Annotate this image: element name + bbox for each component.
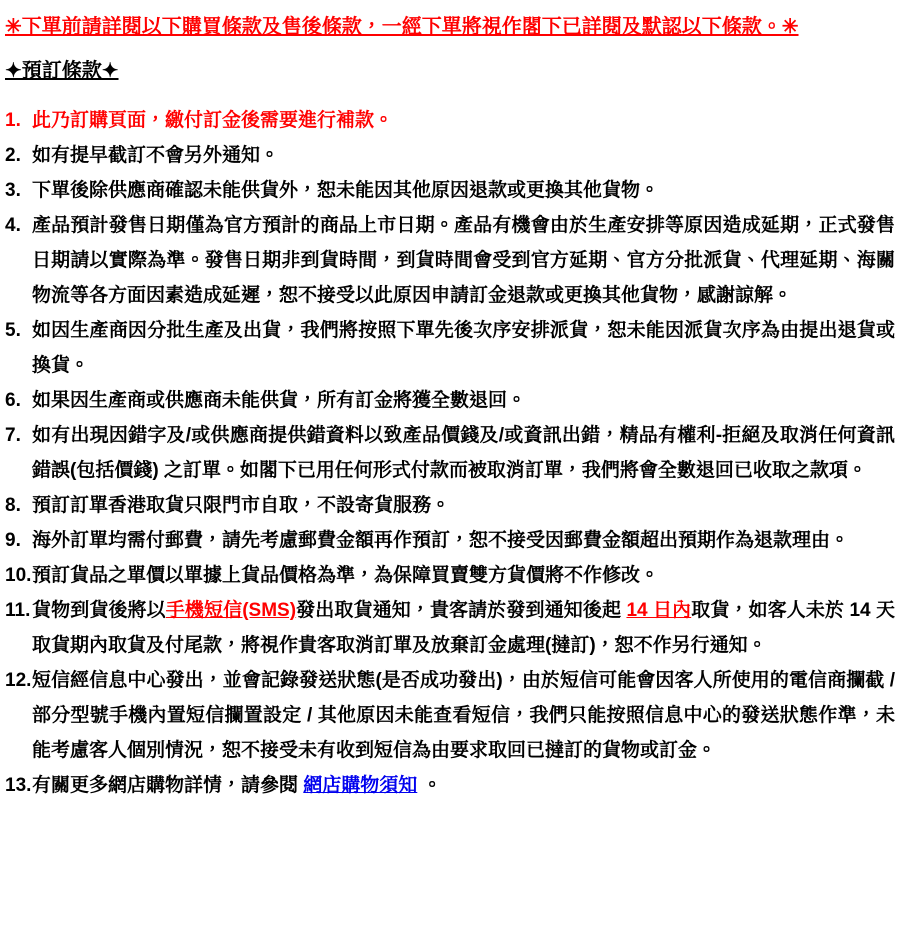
term-number: 6. [5, 390, 21, 411]
term-text-segment: 如果因生產商或供應商未能供貨，所有訂金將獲全數退回。 [32, 390, 527, 411]
term-item-6 [5, 383, 895, 418]
term-item-1 [5, 103, 895, 138]
term-item-12 [5, 663, 895, 768]
term-number: 9. [5, 530, 21, 551]
terms-list [5, 103, 895, 803]
term-item-7 [5, 418, 895, 488]
term-item-10 [5, 558, 895, 593]
term-text-segment: 如因生產商因分批生產及出貨，我們將按照下單先後次序安排派貨，恕未能因派貨次序為由提出退貨或換貨。 [32, 320, 895, 376]
term-text-segment: 。 [417, 775, 442, 796]
term-text-segment: 14 日內 [626, 600, 692, 621]
term-item-11 [5, 593, 895, 663]
term-number: 3. [5, 180, 21, 201]
term-number: 5. [5, 320, 21, 341]
term-text-segment: 貨物到貨後將以 [32, 600, 166, 621]
term-item-3 [5, 173, 895, 208]
term-number: 1. [5, 110, 21, 131]
term-number: 10. [5, 565, 32, 586]
term-number: 2. [5, 145, 21, 166]
term-text-segment: 海外訂單均需付郵費，請先考慮郵費金額再作預訂，恕不接受因郵費金額超出預期作為退款理由。 [32, 530, 850, 551]
term-item-4 [5, 208, 895, 313]
term-text-segment: 預訂貨品之單價以單據上貨品價格為準，為保障買賣雙方貨價將不作修改。 [32, 565, 660, 586]
term-item-13 [5, 768, 895, 803]
term-number: 11. [5, 600, 31, 621]
term-text-segment: 此乃訂購頁面，繳付訂金後需要進行補款。 [32, 110, 394, 131]
section-title-pre-order-terms: ✦預訂條款✦ [5, 60, 119, 82]
term-text-segment: 如有提早截訂不會另外通知。 [32, 145, 280, 166]
term-text-segment: 發出取貨通知，貴客請於發到通知後起 [296, 600, 627, 621]
term-text-segment: 短信經信息中心發出，並會記錄發送狀態(是否成功發出)，由於短信可能會因客人所使用的電信商攔截 / 部分型號手機內置短信攔置設定 / 其他原因未能查看短信，我們只能按照信息中心的發送狀態作準，未能考慮客人個別情況，恕不接受未有收到短信為由要求取回已撻訂的貨物或訂金。 [32, 670, 895, 761]
term-number: 12. [5, 670, 32, 691]
term-number: 4. [5, 215, 21, 236]
term-number: 7. [5, 425, 21, 446]
term-number: 8. [5, 495, 21, 516]
pre-order-warning-banner: ✳下單前請詳閱以下購買條款及售後條款，一經下單將視作閣下已詳閱及默認以下條款。✳ [5, 16, 799, 38]
term-text-segment: 手機短信(SMS) [165, 600, 297, 621]
term-text-segment: 預訂訂單香港取貨只限門市自取，不設寄貨服務。 [32, 495, 451, 516]
term-text-segment: 下單後除供應商確認未能供貨外，恕未能因其他原因退款或更換其他貨物。 [32, 180, 660, 201]
term-text-segment: 取貨，如客人未於 14 天取貨期內取貨及付尾款，將視作貴客取消訂單及放棄訂金處理(撻訂)，恕不作另行通知。 [32, 600, 895, 656]
term-item-9 [5, 523, 895, 558]
term-item-5 [5, 313, 895, 383]
term-number: 13. [5, 775, 32, 796]
store-shopping-notice-link[interactable]: 網店購物須知 [303, 775, 418, 796]
term-item-2 [5, 138, 895, 173]
term-item-8 [5, 488, 895, 523]
term-text-segment: 如有出現因錯字及/或供應商提供錯資料以致產品價錢及/或資訊出錯，精品有權利-拒絕及取消任何資訊錯誤(包括價錢) 之訂單。如閣下已用任何形式付款而被取消訂單，我們將會全數退回已收取之款項。 [32, 425, 895, 481]
pre-order-terms-document [5, 12, 895, 803]
term-text-segment: 產品預計發售日期僅為官方預計的商品上市日期。產品有機會由於生產安排等原因造成延期，正式發售日期請以實際為準。發售日期非到貨時間，到貨時間會受到官方延期、官方分批派貨、代理延期、海關物流等各方面因素造成延遲，恕不接受以此原因申請訂金退款或更換其他貨物，感謝諒解。 [32, 215, 895, 306]
term-text-segment: 有關更多網店購物詳情，請參閱 [32, 775, 304, 796]
